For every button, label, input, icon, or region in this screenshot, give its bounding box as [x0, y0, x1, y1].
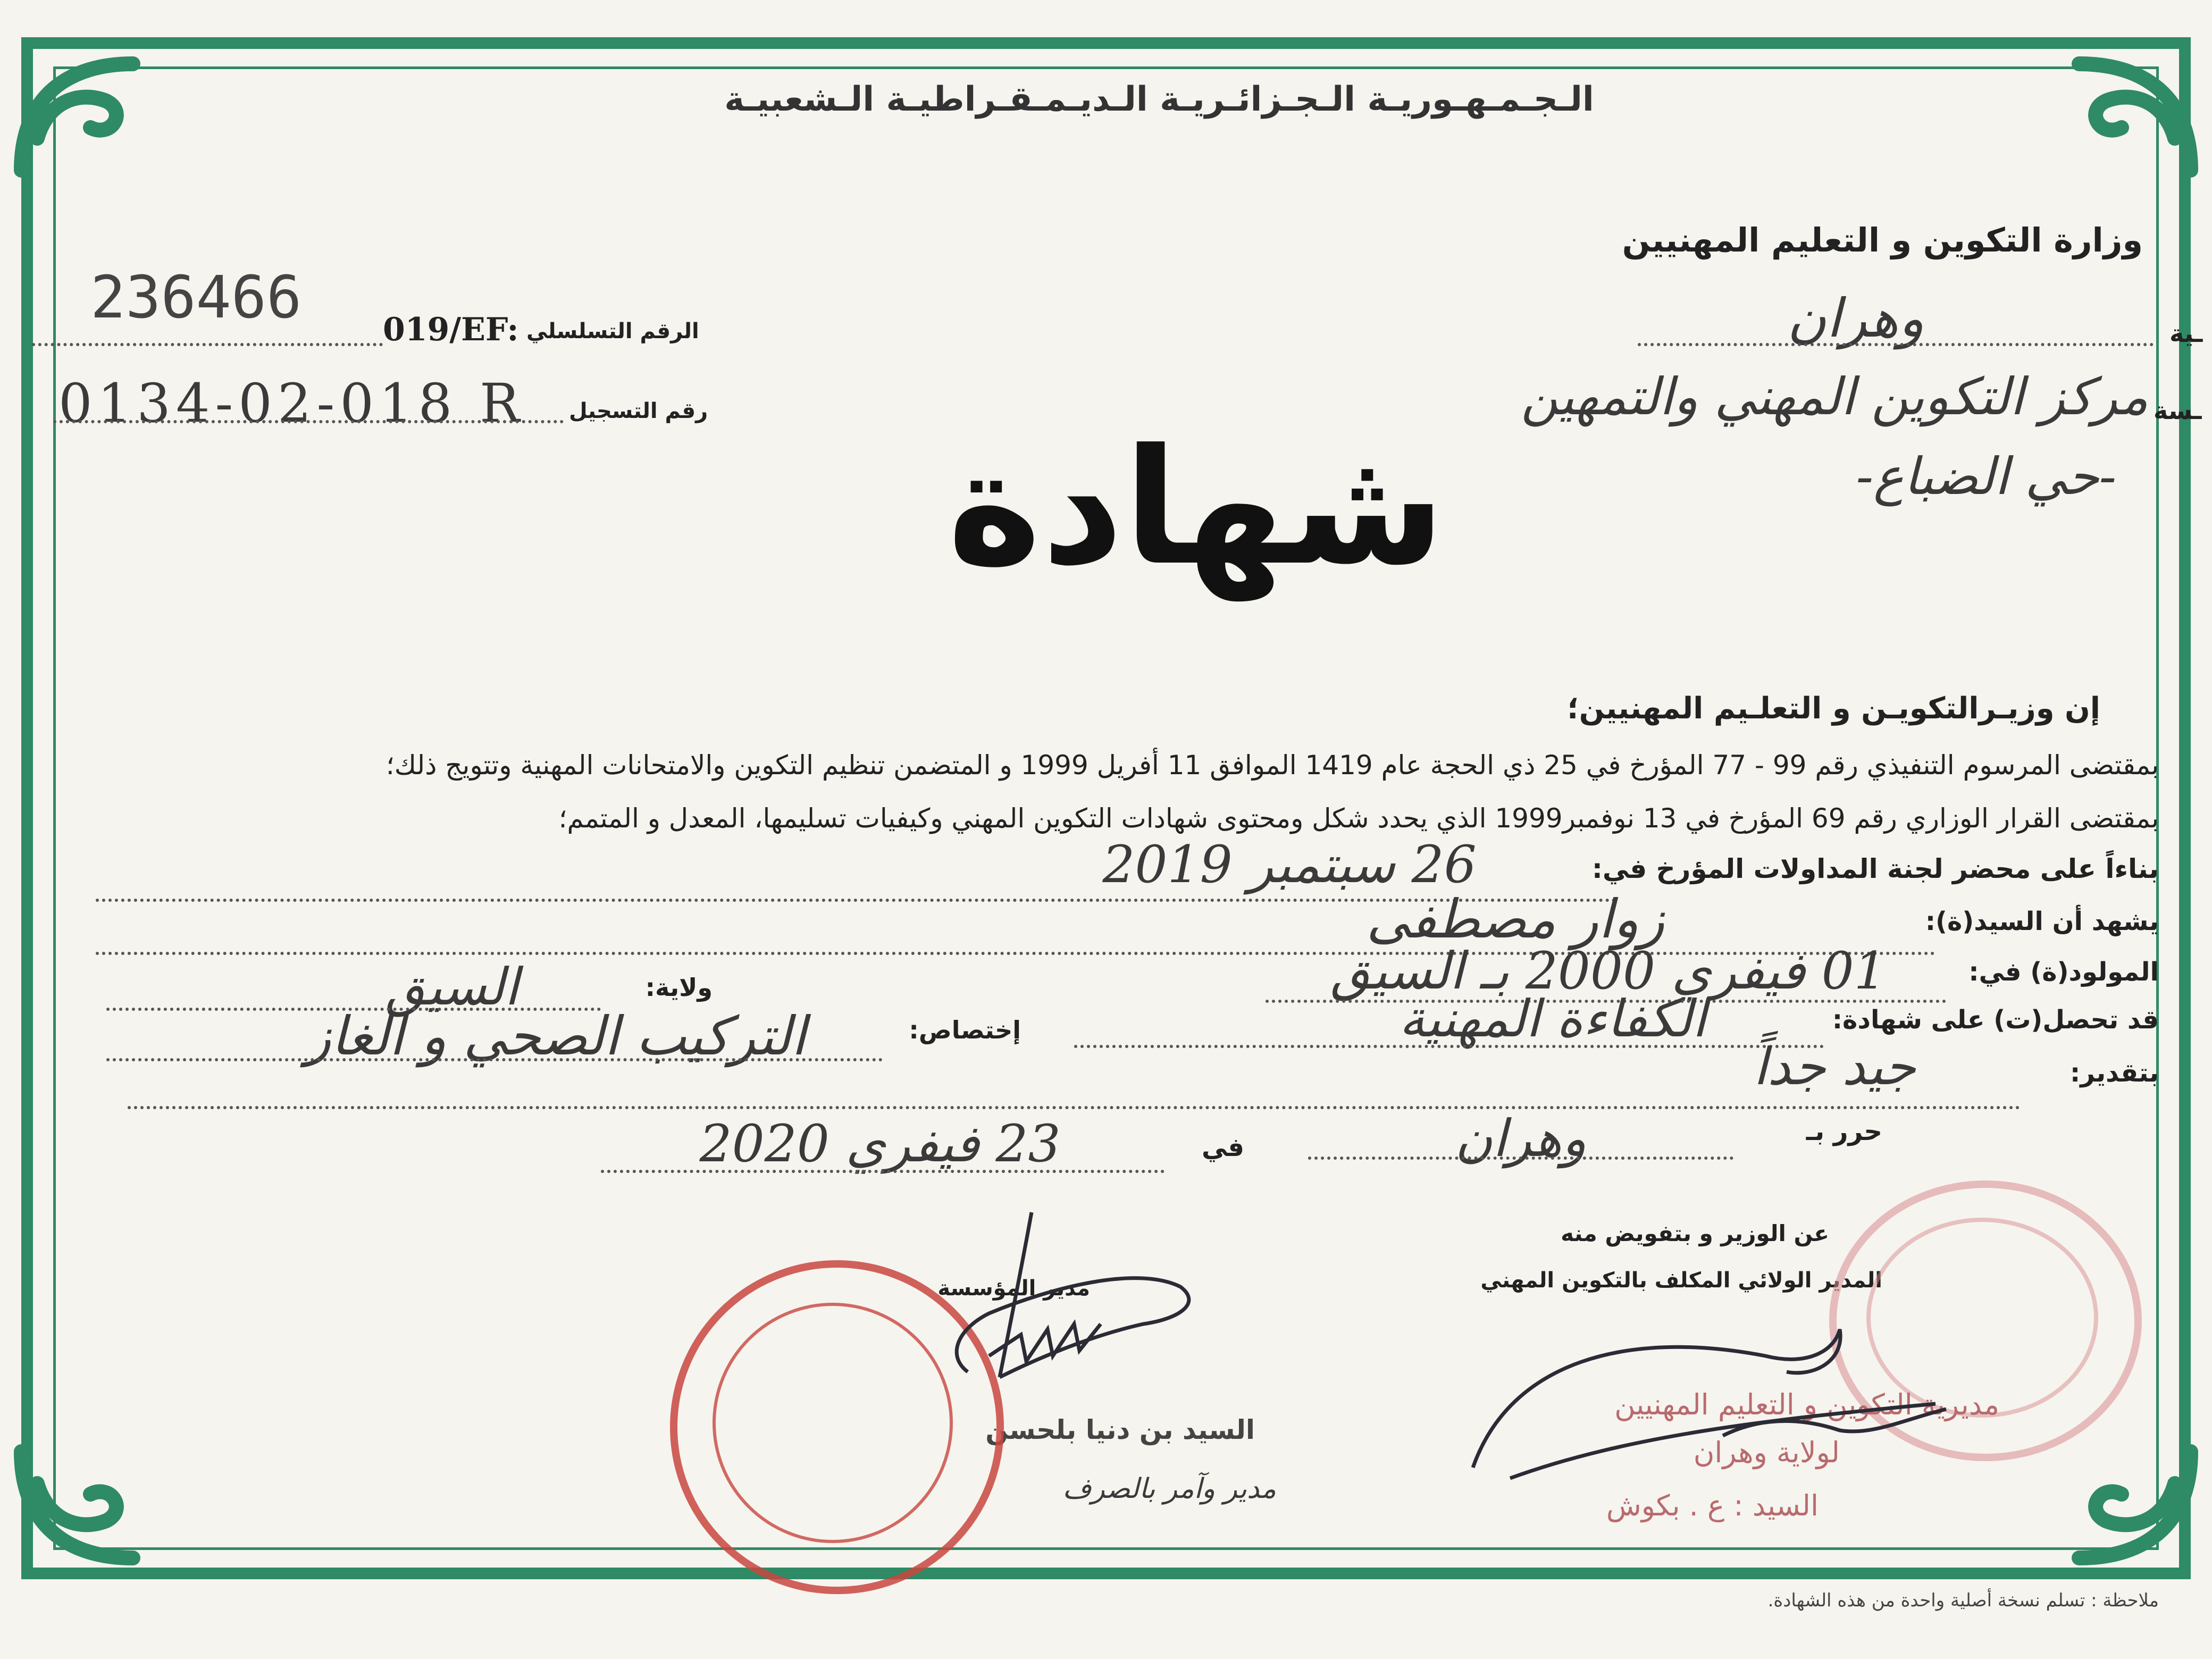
- spec-dotted-line: [106, 1058, 883, 1061]
- grade-label: بتقدير:: [2070, 1058, 2159, 1088]
- signature-right-line1: عن الوزير و بتفويض منه: [1561, 1220, 1829, 1246]
- right-stamp-line2: لولاية وهران: [1693, 1436, 1840, 1469]
- made-value: وهران: [1455, 1109, 1587, 1168]
- signature-left-role: مدير وآمر بالصرف: [1062, 1473, 1276, 1505]
- on-label: في: [1202, 1133, 1244, 1162]
- deliberation-label: بناءاً على محضر لجنة المداولات المؤرخ في:: [1591, 853, 2159, 884]
- registration-value: 0134-02-018 R: [58, 372, 525, 434]
- spec-label: إختصاص:: [909, 1016, 1021, 1044]
- decree-1: بمقتضى المرسوم التنفيذي رقم 99 - 77 المؤرخ في 25 ذي الحجة عام 1419 الموافق 11 أفريل 1999 و المتضمن تنظيم التكوين والامتحانات المهنية وتتويج ذلك؛: [386, 750, 2159, 781]
- right-stamp-line3: السيد : ع . بكوش: [1606, 1489, 1819, 1522]
- right-signature: [1468, 1297, 1999, 1499]
- footer-note: ملاحظة : تسلم نسخة أصلية واحدة من هذه الشهادة.: [1767, 1590, 2159, 1611]
- registration-dotted-line: [53, 420, 564, 423]
- signature-right-line2: المدير الولائي المكلف بالتكوين المهني: [1480, 1268, 1882, 1293]
- registration-label: رقم التسجيل: [569, 399, 708, 423]
- wilaya-value: السيق: [385, 957, 519, 1017]
- wilaya-value-right: وهران: [1787, 287, 1924, 349]
- corner-ornament-bottom-left: [5, 1430, 165, 1590]
- serial-number: 236466: [90, 263, 302, 331]
- left-signature: [798, 1196, 1223, 1494]
- on-value: 23 فيفري 2020: [699, 1114, 1061, 1174]
- center-label: ـسة: [2154, 396, 2202, 425]
- body-intro: إن وزيـرالتكويـن و التعلـيم المهنيين؛: [1567, 691, 2100, 726]
- signature-left-title: مدير المؤسسة: [937, 1276, 1090, 1301]
- on-dotted-line: [601, 1170, 1164, 1173]
- corner-ornament-bottom-right: [2047, 1430, 2207, 1590]
- wilaya-label-right: ـية: [2169, 319, 2203, 348]
- wilaya-dotted-line: [1638, 343, 2154, 346]
- center-value: مركز التكوين المهني والتمهين: [1521, 367, 2148, 426]
- grade-dotted-line: [128, 1106, 2021, 1109]
- grade-value: جيد جداً: [1753, 1037, 1916, 1096]
- ministry-name: وزارة التكوين و التعليم المهنيين: [1622, 221, 2143, 259]
- district-value: -حي الضباع-: [1856, 447, 2116, 506]
- certificate-title: شهادة: [947, 415, 1446, 600]
- serial-label: الرقم التسلسلي: [526, 319, 699, 343]
- born-label: المولود(ة) في:: [1968, 957, 2159, 987]
- made-dotted-line: [1308, 1157, 1733, 1160]
- cert-label: قد تحصل(ت) على شهادة:: [1832, 1005, 2159, 1035]
- serial-dotted-line: [32, 343, 383, 346]
- corner-ornament-top-right: [2047, 32, 2207, 191]
- cert-value: الكفاءة المهنية: [1399, 989, 1706, 1049]
- republic-header: الـجـمـهـوريـة الـجـزائـريـة الـديـمـقـراطيـة الـشعبيـة: [724, 80, 1594, 119]
- signature-left-name: السيد بن دنيا بلحسن: [985, 1414, 1255, 1445]
- serial-code: 019/EF:: [383, 311, 519, 348]
- made-label: حرر بـ: [1806, 1117, 1882, 1146]
- born-value: 01 فيفري 2000 بـ السيق: [1330, 941, 1887, 1001]
- spec-value: التركيب الصحي و الغاز: [305, 1005, 806, 1067]
- name-value: زوار مصطفى: [1366, 888, 1665, 950]
- wilaya-label: ولاية:: [645, 973, 713, 1002]
- right-stamp-line1: مديرية التكوين و التعليم المهنيين: [1614, 1388, 1999, 1421]
- name-label: يشهد أن السيد(ة):: [1925, 907, 2159, 936]
- decree-2: بمقتضى القرار الوزاري رقم 69 المؤرخ في 13 نوفمبر1999 الذي يحدد شكل ومحتوى شهادات التكوين المهني وكيفيات تسليمها، المعدل و المتمم؛: [558, 803, 2159, 834]
- deliberation-value: 26 سبتمبر 2019: [1102, 835, 1477, 894]
- corner-ornament-top-left: [5, 32, 165, 191]
